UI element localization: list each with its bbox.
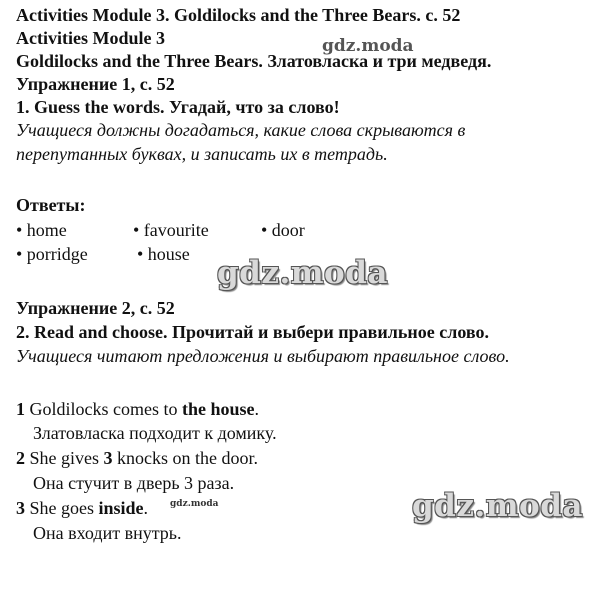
answer-item: • favourite <box>133 220 209 240</box>
sentence-2 <box>16 447 258 469</box>
sentence-1-translation: Златовласка подходит к домику. <box>33 423 277 443</box>
answers-label: Ответы: <box>16 195 86 215</box>
sentence-answer: 3 <box>103 448 113 468</box>
answer-item: • house <box>137 244 190 264</box>
answer-item: • porridge <box>16 244 88 264</box>
exercise1-instruction-line2: перепутанных буквах, и записать их в тетрадь. <box>16 144 388 164</box>
exercise2-task: 2. Read and choose. Прочитай и выбери правильное слово. <box>16 322 489 342</box>
sentence-2-translation: Она стучит в дверь 3 раза. <box>33 473 235 493</box>
exercise2-instruction: Учащиеся читают предложения и выбирают правильное слово. <box>16 346 510 366</box>
sentence-answer: the house <box>181 399 255 419</box>
sentence-answer: inside <box>98 498 144 518</box>
sentence-3-translation: Она входит внутрь. <box>33 523 182 543</box>
sentence-3 <box>16 497 148 519</box>
exercise1-heading: Упражнение 1, с. 52 <box>16 74 175 94</box>
sentence-text: Goldilocks comes to <box>25 399 182 419</box>
document-title: Activities Module 3. Goldilocks and the Three Bears. с. 52 <box>16 5 461 25</box>
story-heading: Goldilocks and the Three Bears. Златовласка и три медведя. <box>16 51 492 71</box>
sentence-text-end: . <box>143 498 149 518</box>
answer-item: • home <box>16 220 67 240</box>
sentence-1 <box>16 398 259 420</box>
sentence-text: She gives <box>25 448 104 468</box>
watermark-top: gdz.moda <box>322 36 414 56</box>
exercise2-heading: Упражнение 2, с. 52 <box>16 298 175 318</box>
sentence-text-end: . <box>254 399 259 419</box>
sentence-text: She goes <box>25 498 99 518</box>
sentence-number: 1 <box>16 399 25 419</box>
answer-item: • door <box>261 220 305 240</box>
sentence-number: 2 <box>16 448 25 468</box>
exercise1-task: 1. Guess the words. Угадай, что за слово! <box>16 97 340 117</box>
exercise1-instruction-line1: Учащиеся должны догадаться, какие слова скрываются в <box>16 120 466 140</box>
watermark-bottom: gdz.moda <box>412 488 583 524</box>
module-heading: Activities Module 3 <box>16 28 165 48</box>
sentence-number: 3 <box>16 498 25 518</box>
watermark-tiny: gdz.moda <box>170 499 219 509</box>
sentence-text-end: knocks on the door. <box>112 448 258 468</box>
watermark-middle: gdz.moda <box>217 255 388 291</box>
